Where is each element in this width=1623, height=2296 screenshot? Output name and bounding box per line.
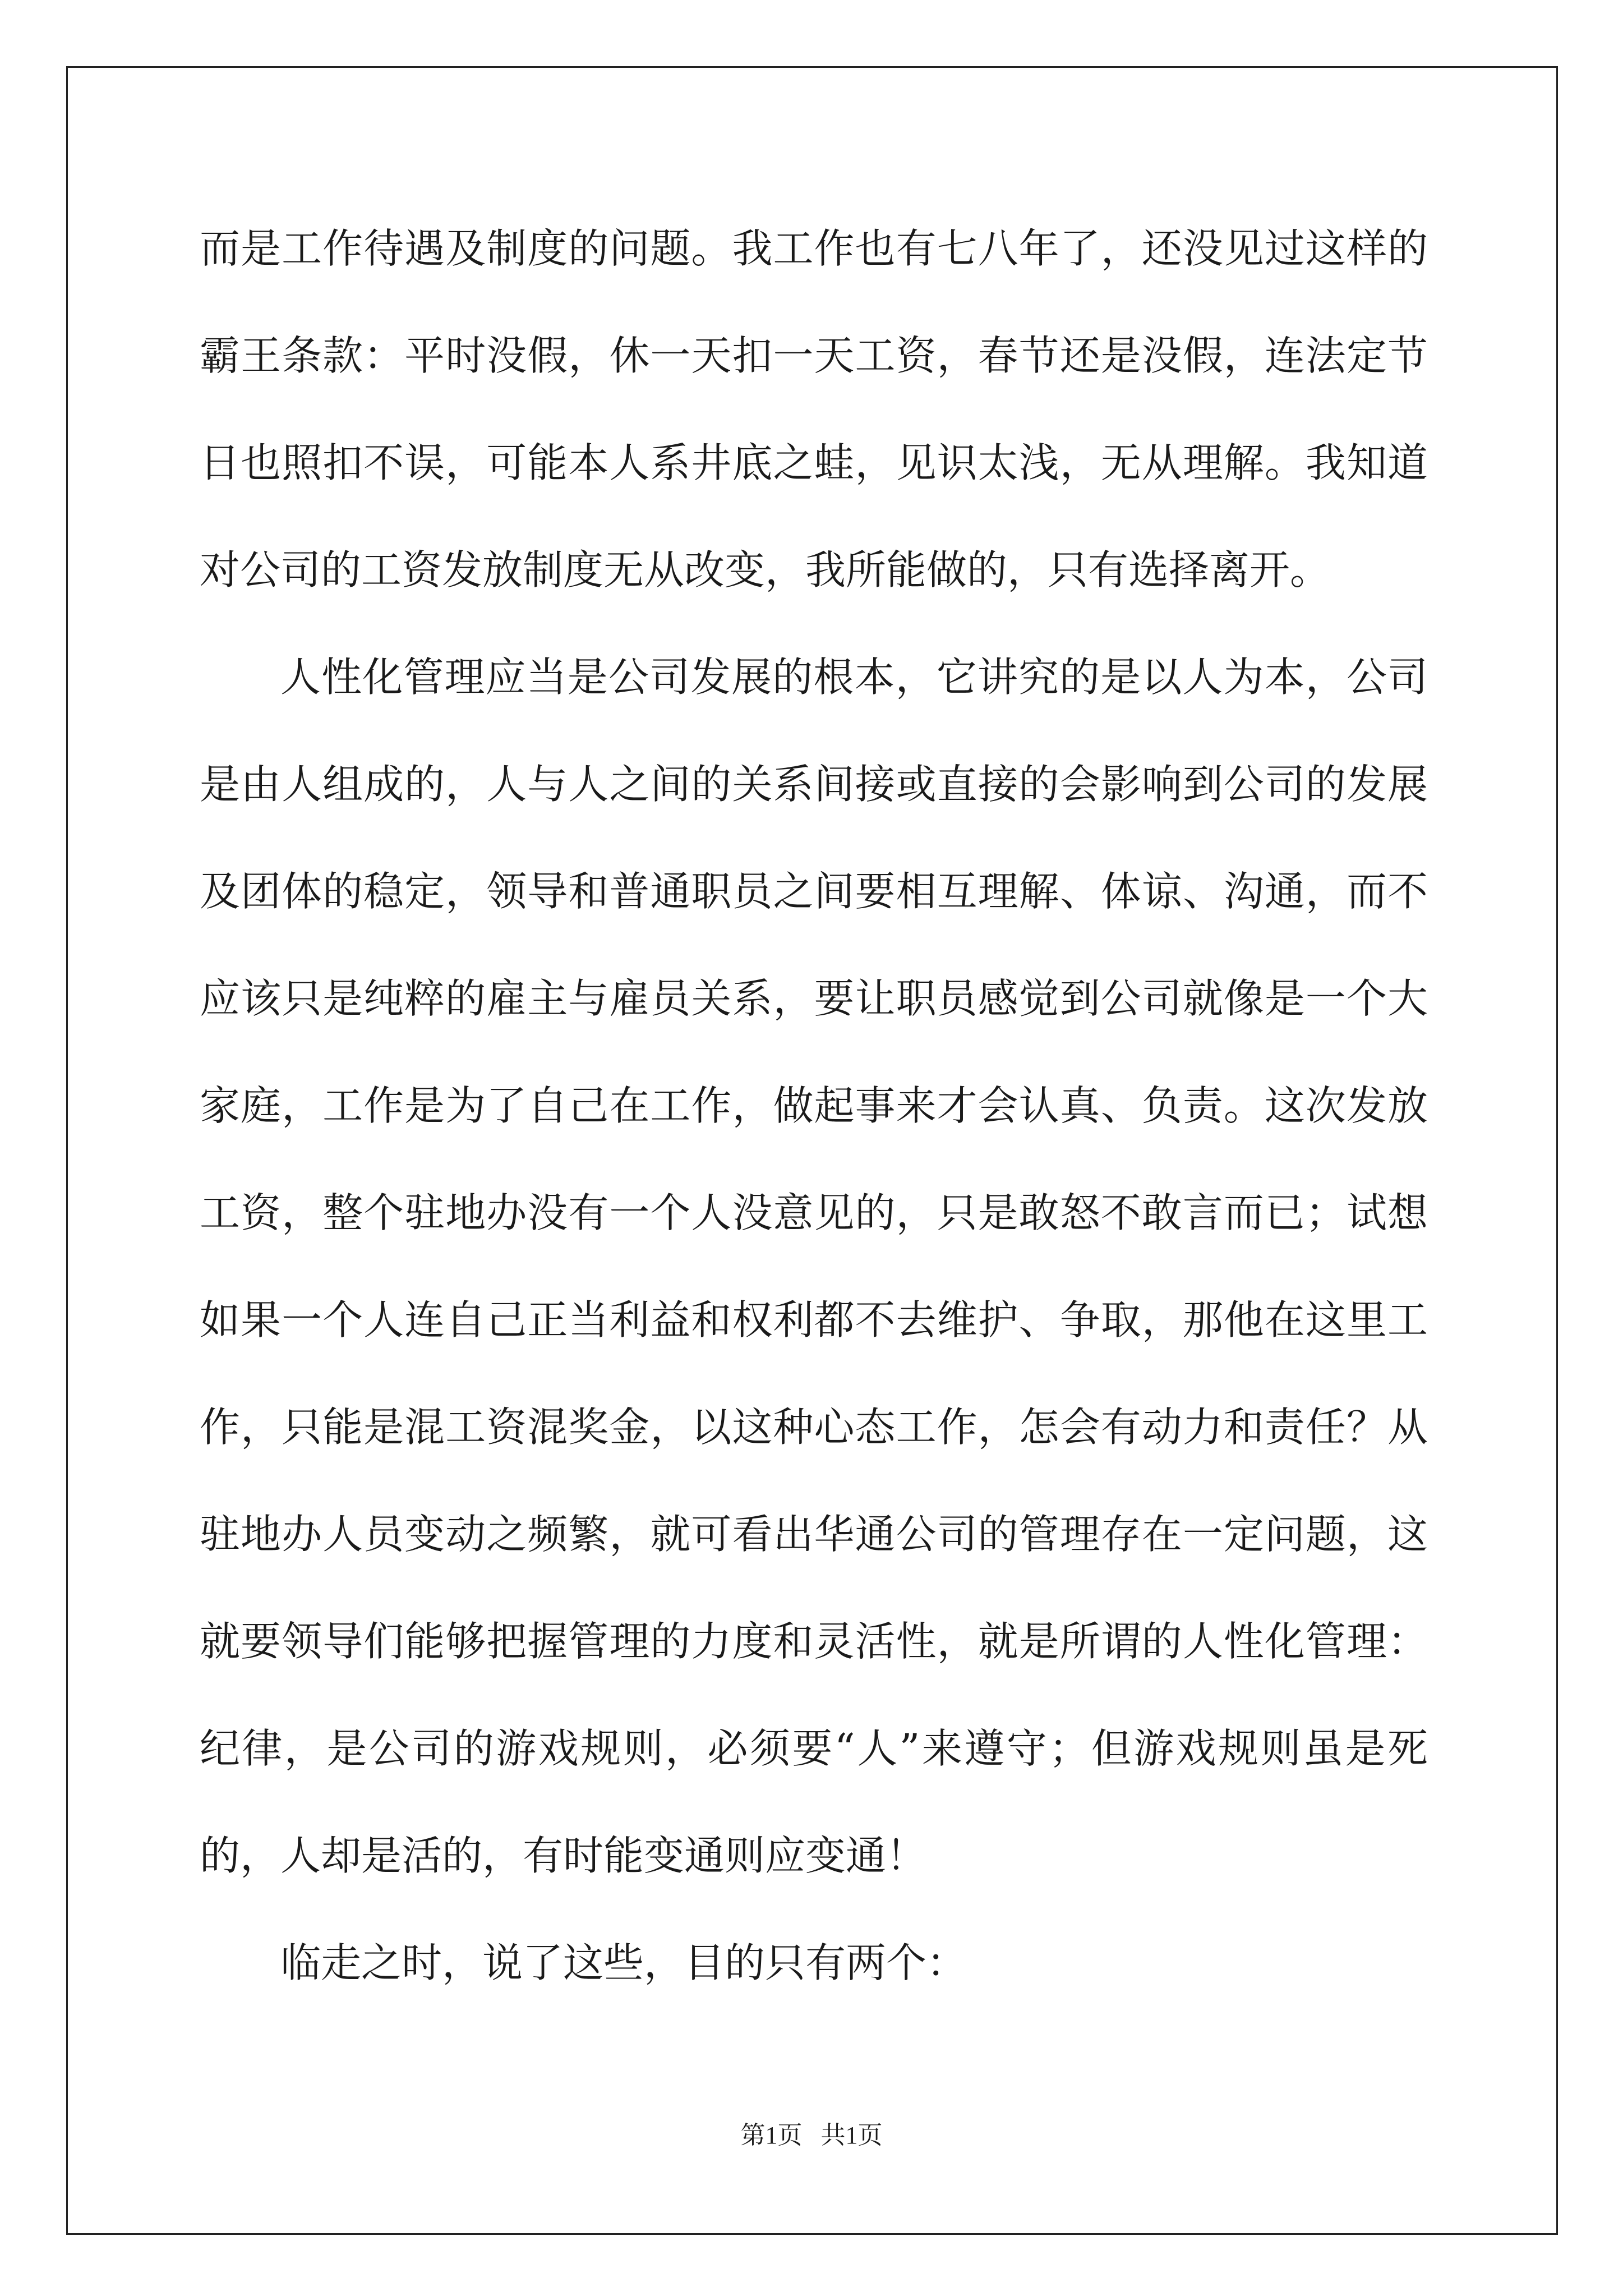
text-line: 工资，整个驻地办没有一个人没意见的，只是敢怒不敢言而已；试想 (200, 1189, 1428, 1236)
paragraph-start-line: 临走之时，说了这些，目的只有两个： (280, 1939, 967, 1986)
text-line: 如果一个人连自己正当利益和权利都不去维护、争取，那他在这里工 (200, 1296, 1428, 1343)
paragraph-start-line: 人性化管理应当是公司发展的根本，它讲究的是以人为本，公司 (280, 654, 1428, 701)
text-line: 作，只能是混工资混奖金，以这种心态工作，怎会有动力和责任？从 (200, 1404, 1428, 1451)
text-line: 霸王条款：平时没假，休一天扣一天工资，春节还是没假，连法定节 (200, 332, 1428, 379)
page-footer: 第1页 共1页 (740, 2122, 883, 2149)
text-line: 驻地办人员变动之频繁，就可看出华通公司的管理存在一定问题，这 (200, 1511, 1428, 1558)
document-body (200, 213, 1428, 2035)
text-line: 就要领导们能够把握管理的力度和灵活性，就是所谓的人性化管理： (200, 1618, 1428, 1665)
text-line: 对公司的工资发放制度无从改变，我所能做的，只有选择离开。 (200, 546, 1331, 593)
text-line: 及团体的稳定，领导和普通职员之间要相互理解、体谅、沟通，而不 (200, 868, 1428, 915)
text-line: 应该只是纯粹的雇主与雇员关系，要让职员感觉到公司就像是一个大 (200, 975, 1428, 1022)
text-line: 而是工作待遇及制度的问题。我工作也有七八年了，还没见过这样的 (200, 225, 1428, 272)
text-line: 的，人却是活的，有时能变通则应变通！ (200, 1832, 927, 1879)
text-line: 纪律，是公司的游戏规则，必须要“人”来遵守；但游戏规则虽是死 (200, 1725, 1428, 1772)
text-line: 日也照扣不误，可能本人系井底之蛙，见识太浅，无从理解。我知道 (200, 439, 1428, 486)
text-line: 家庭，工作是为了自己在工作，做起事来才会认真、负责。这次发放 (200, 1082, 1428, 1129)
text-line: 是由人组成的，人与人之间的关系间接或直接的会影响到公司的发展 (200, 761, 1428, 808)
